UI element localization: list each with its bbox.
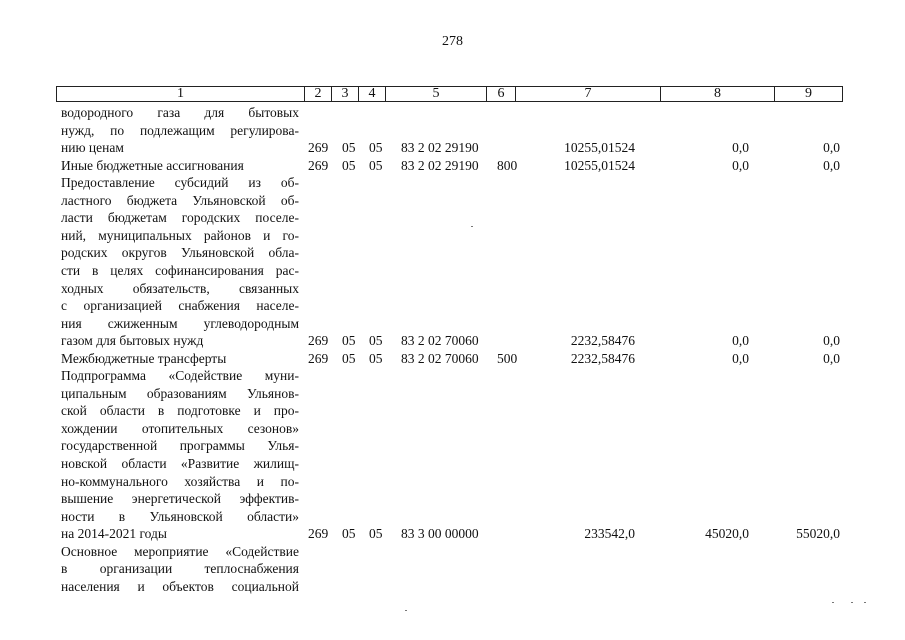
row-description: ской области в подготовке и про-	[61, 403, 299, 419]
row-description: ний, муниципальных районов и го-	[61, 227, 299, 243]
header-col-1: 1	[57, 87, 305, 102]
table-row	[0, 244, 905, 261]
table-row	[0, 350, 905, 367]
cell-col-5: 83 2 02 29190	[401, 157, 479, 173]
table-row	[0, 192, 905, 209]
table-row	[0, 280, 905, 297]
row-description: вышение энергетической эффектив-	[61, 491, 299, 507]
cell-col-6: 800	[497, 157, 518, 173]
header-col-9: 9	[775, 87, 843, 102]
cell-col-7: 10255,01524	[564, 140, 635, 156]
table-row	[0, 122, 905, 139]
cell-col-5: 83 2 02 70060	[401, 350, 479, 366]
table-row	[0, 508, 905, 525]
table-row	[0, 385, 905, 402]
row-description: населения и объектов социальной	[61, 578, 299, 594]
cell-col-4: 05	[369, 333, 383, 349]
cell-col-4: 05	[369, 157, 383, 173]
cell-col-4: 05	[369, 526, 383, 542]
row-description: Основное мероприятие «Содействие	[61, 543, 299, 559]
table-row	[0, 367, 905, 384]
table-row	[0, 209, 905, 226]
row-description: Иные бюджетные ассигнования	[61, 157, 244, 173]
scan-speck	[851, 602, 853, 603]
row-description: ластного бюджета Ульяновской об-	[61, 192, 299, 208]
cell-col-8: 0,0	[732, 140, 749, 156]
header-col-3: 3	[332, 87, 359, 102]
cell-col-3: 05	[342, 140, 356, 156]
table-row	[0, 543, 905, 560]
table-row	[0, 157, 905, 174]
header-col-2: 2	[305, 87, 332, 102]
row-description: государственной программы Улья-	[61, 438, 299, 454]
header-col-7: 7	[516, 87, 661, 102]
cell-col-9: 0,0	[823, 157, 840, 173]
table-row	[0, 420, 905, 437]
cell-col-2: 269	[308, 526, 329, 542]
scan-speck	[864, 602, 866, 603]
cell-col-4: 05	[369, 350, 383, 366]
row-description: родских округов Ульяновской обла-	[61, 245, 299, 261]
table-row	[0, 473, 905, 490]
cell-col-9: 0,0	[823, 140, 840, 156]
header-row	[57, 87, 843, 102]
row-description: новской области «Развитие жилищ-	[61, 456, 299, 471]
cell-col-8: 0,0	[732, 350, 749, 366]
cell-col-3: 05	[342, 157, 356, 173]
cell-col-2: 269	[308, 350, 329, 366]
table-row	[0, 227, 905, 244]
header-col-5: 5	[386, 87, 487, 102]
row-description: ния сжиженным углеводородным	[61, 315, 299, 331]
table-row	[0, 315, 905, 332]
row-description: водородного газа для бытовых	[61, 105, 299, 120]
cell-col-3: 05	[342, 350, 356, 366]
cell-col-8: 0,0	[732, 333, 749, 349]
row-description: Предоставление субсидий из об-	[61, 175, 299, 191]
cell-col-3: 05	[342, 526, 356, 542]
row-description: хождении отопительных сезонов»	[61, 420, 299, 436]
cell-col-5: 83 3 00 00000	[401, 526, 479, 542]
cell-col-2: 269	[308, 157, 329, 173]
table-row	[0, 297, 905, 314]
header-col-4: 4	[359, 87, 386, 102]
table-row	[0, 139, 905, 156]
table-row	[0, 262, 905, 279]
cell-col-8: 45020,0	[705, 526, 749, 542]
cell-col-7: 2232,58476	[570, 333, 635, 349]
row-description: газом для бытовых нужд	[61, 333, 204, 349]
cell-col-8: 0,0	[732, 157, 749, 173]
cell-col-9: 0,0	[823, 350, 840, 366]
row-description: в организации теплоснабжения	[61, 561, 299, 577]
row-description: сти в целях софинансирования рас-	[61, 262, 299, 278]
table-row	[0, 525, 905, 542]
row-description: с организацией снабжения населе-	[61, 298, 299, 314]
cell-col-3: 05	[342, 333, 356, 349]
page-number: 278	[442, 34, 463, 49]
row-description: Подпрограмма «Содействие муни-	[61, 368, 299, 384]
cell-col-9: 55020,0	[796, 526, 840, 542]
table-row	[0, 560, 905, 577]
cell-col-7: 10255,01524	[564, 157, 635, 173]
row-description: ласти бюджетам городских поселе-	[61, 210, 299, 226]
cell-col-5: 83 2 02 29190	[401, 140, 479, 156]
table-row	[0, 402, 905, 419]
table-row	[0, 490, 905, 507]
table-row	[0, 578, 905, 595]
cell-col-6: 500	[497, 350, 518, 366]
scan-speck	[471, 226, 473, 227]
table-row	[0, 174, 905, 191]
table-row	[0, 104, 905, 121]
cell-col-2: 269	[308, 333, 329, 349]
row-description: но-коммунального хозяйства и по-	[61, 473, 299, 489]
table-row	[0, 455, 905, 472]
header-col-6: 6	[487, 87, 516, 102]
cell-col-9: 0,0	[823, 333, 840, 349]
cell-col-7: 233542,0	[584, 526, 635, 542]
scan-speck	[405, 610, 407, 611]
column-header-table	[56, 86, 843, 102]
cell-col-7: 2232,58476	[570, 350, 635, 366]
table-row	[0, 332, 905, 349]
row-description: ходных обязательств, связанных	[61, 280, 299, 296]
row-description: на 2014-2021 годы	[61, 526, 167, 542]
row-description: ности в Ульяновской области»	[61, 508, 299, 524]
cell-col-2: 269	[308, 140, 329, 156]
cell-col-5: 83 2 02 70060	[401, 333, 479, 349]
cell-col-4: 05	[369, 140, 383, 156]
row-description: ципальным образованиям Ульянов-	[61, 385, 299, 401]
header-col-8: 8	[661, 87, 775, 102]
row-description: нию ценам	[61, 140, 124, 156]
row-description: Межбюджетные трансферты	[61, 350, 227, 366]
scan-speck	[832, 602, 834, 603]
row-description: нужд, по подлежащим регулирова-	[61, 122, 299, 138]
table-row	[0, 437, 905, 454]
